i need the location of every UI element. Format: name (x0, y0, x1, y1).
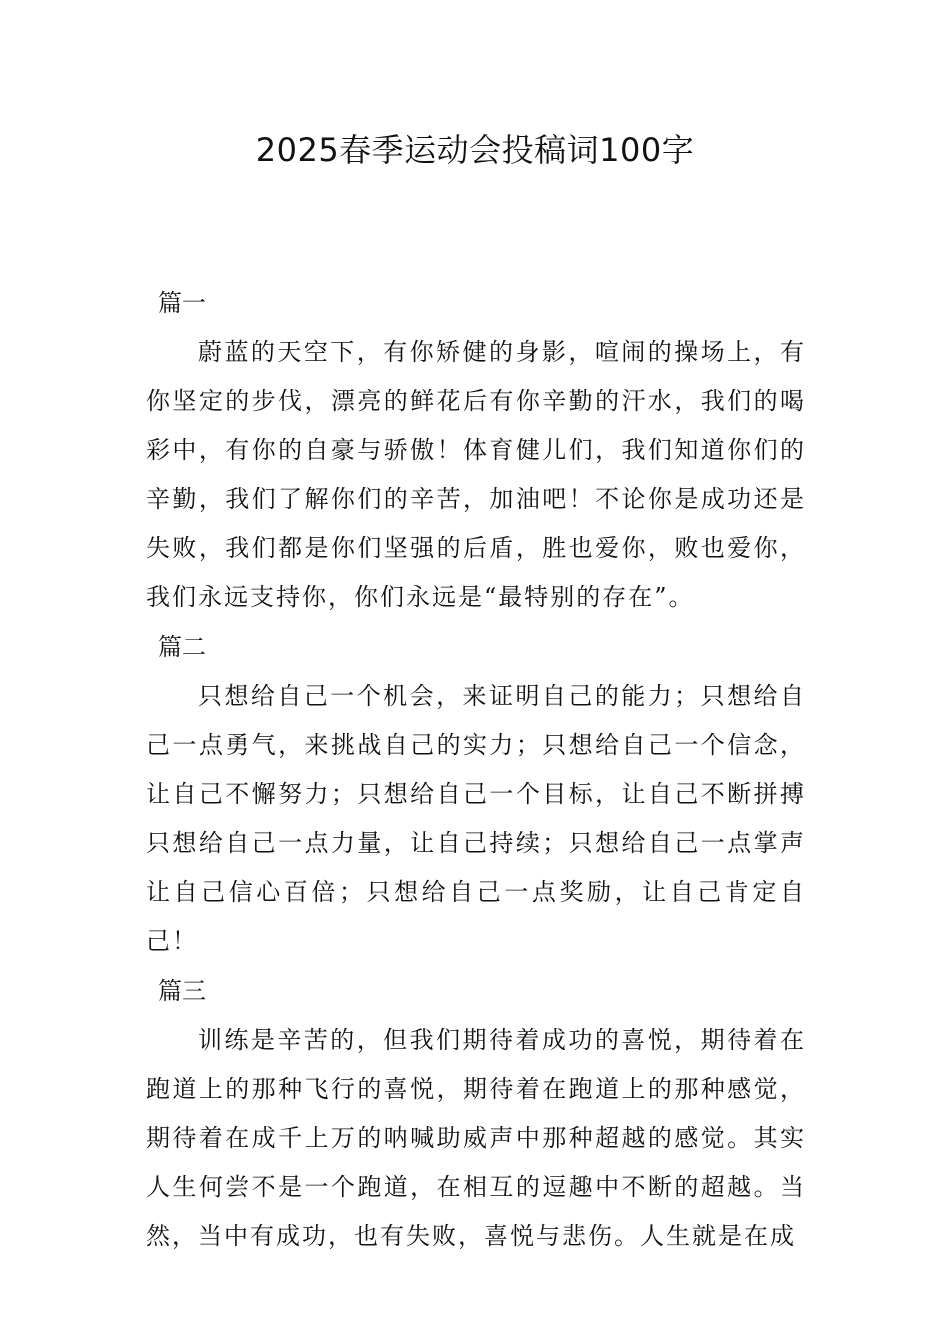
section-paragraph-1: 蔚蓝的天空下，有你矫健的身影，喧闹的操场上，有你坚定的步伐，漂亮的鲜花后有你辛勤的汗水，我们的喝彩中，有你的自豪与骄傲！体育健儿们，我们知道你们的辛勤，我们了解你们的辛苦，加油吧！不论你是成功还是失败，我们都是你们坚强的后盾，胜也爱你，败也爱你，我们永远支持你，你们永远是“最特别的存在”。 (146, 338, 806, 611)
document-title: 2025春季运动会投稿词100字 (255, 131, 695, 169)
section-heading-2: 篇二 (158, 633, 206, 661)
section-paragraph-2: 只想给自己一个机会，来证明自己的能力；只想给自己一点勇气，来挑战自己的实力；只想给自己一个信念，让自己不懈努力；只想给自己一个目标，让自己不断拼搏只想给自己一点力量，让自己持续；只想给自己一点掌声让自己信心百倍；只想给自己一点奖励，让自己肯定自己！ (146, 682, 806, 955)
section-paragraph-3: 训练是辛苦的，但我们期待着成功的喜悦，期待着在跑道上的那种飞行的喜悦，期待着在跑道上的那种感觉，期待着在成千上万的呐喊助威声中那种超越的感觉。其实人生何尝不是一个跑道，在相互的逗趣中不断的超越。当然，当中有成功，也有失败，喜悦与悲伤。人生就是在成 (146, 1026, 806, 1250)
section-heading-3: 篇三 (158, 977, 206, 1005)
document-body (146, 278, 806, 1261)
section-heading-1: 篇一 (158, 289, 206, 317)
